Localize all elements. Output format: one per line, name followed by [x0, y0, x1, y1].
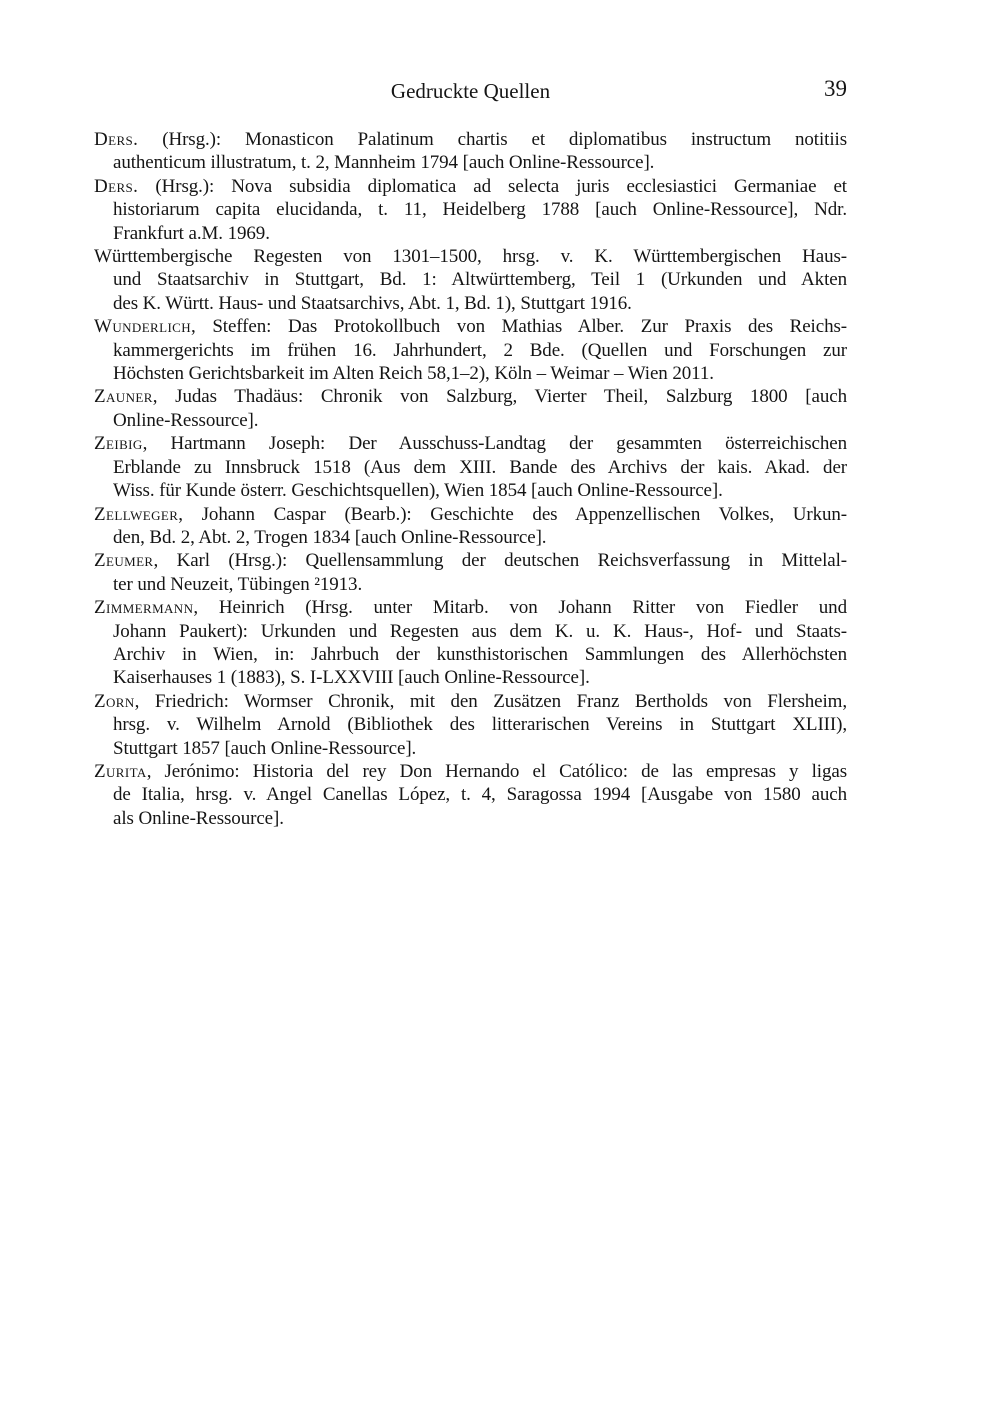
bibliography-entry: [94, 128, 847, 175]
bibliography-entry: [94, 690, 847, 760]
entry-line: [94, 385, 847, 408]
bibliography-entry: [94, 596, 847, 690]
author-name: Wunderlich: [94, 316, 192, 338]
entry-line: als Online-Ressource].: [113, 807, 284, 829]
entry-line: Württembergische Regesten von 1301–1500, hrsg. v. K. Württembergischen Haus-: [94, 246, 847, 268]
entry-line: Höchsten Gerichtsbarkeit im Alten Reich 58,1–2), Köln – Weimar – Wien 2011.: [113, 363, 714, 385]
bibliography-entry: [94, 315, 847, 385]
bibliography-entry: [94, 760, 847, 830]
entry-line-text: , Steffen: Das Protokollbuch von Mathias Alber. Zur Praxis des Reichs-: [191, 316, 847, 338]
entry-line: [94, 503, 847, 526]
author-name: Zauner: [94, 386, 153, 408]
author-name: Zorn: [94, 690, 135, 712]
entry-line: ter und Neuzeit, Tübingen ²1913.: [113, 573, 363, 595]
page-header: [94, 78, 847, 104]
author-name: Ders.: [94, 129, 139, 150]
entry-line: Johann Paukert): Urkunden und Regesten aus dem K. u. K. Haus-, Hof- und Staats-: [113, 620, 847, 642]
entry-line: [94, 760, 847, 783]
entry-line: [94, 432, 847, 455]
entry-line: Online-Ressource].: [113, 409, 259, 431]
author-name: Ders.: [94, 175, 139, 197]
entry-line: Frankfurt a.M. 1969.: [113, 222, 270, 244]
entry-line: Archiv in Wien, in: Jahrbuch der kunsthistorischen Sammlungen des Allerhöchsten: [113, 643, 847, 665]
entry-line: Stuttgart 1857 [auch Online-Ressource].: [113, 737, 417, 759]
bibliography-entry: [94, 503, 847, 550]
entry-line: historiarum capita elucidanda, t. 11, Heidelberg 1788 [auch Online-Ressource], Ndr.: [113, 199, 847, 221]
entry-line: Kaiserhauses 1 (1883), S. I-LXXVIII [auch Online-Ressource].: [113, 667, 590, 689]
entry-line-text: , Friedrich: Wormser Chronik, mit den Zusätzen Franz Bertholds von Flersheim,: [134, 690, 847, 712]
author-name: Zeibig: [94, 433, 143, 455]
bibliography-entry: [94, 549, 847, 596]
entry-line: Erblande zu Innsbruck 1518 (Aus dem XIII. Bande des Archivs der kais. Akad. der: [113, 456, 847, 478]
section-title: Gedruckte Quellen: [390, 79, 551, 103]
entry-line-text: (Hrsg.): Nova subsidia diplomatica ad selecta juris ecclesiastici Germaniae et: [138, 175, 847, 197]
entry-line: und Staatsarchiv in Stuttgart, Bd. 1: Altwürttemberg, Teil 1 (Urkunden und Akten: [113, 269, 847, 291]
entry-line-text: , Hartmann Joseph: Der Ausschuss-Landtag der gesammten österreichischen: [142, 433, 847, 455]
author-name: Zurita: [94, 760, 147, 782]
entry-line: de Italia, hrsg. v. Angel Canellas López, t. 4, Saragossa 1994 [Ausgabe von 1580 auch: [113, 784, 847, 806]
bibliography-list: [94, 128, 847, 830]
bibliography-entry: [94, 385, 847, 432]
entry-line-text: (Hrsg.): Monasticon Palatinum chartis et diplomatibus instructum notitiis: [138, 129, 847, 150]
entry-line: des K. Württ. Haus- und Staatsarchivs, Abt. 1, Bd. 1), Stuttgart 1916.: [113, 292, 632, 314]
entry-line: [94, 596, 847, 619]
entry-line-text: , Johann Caspar (Bearb.): Geschichte des Appenzellischen Volkes, Urkun-: [178, 503, 847, 525]
bibliography-entry: [94, 175, 847, 245]
page-number: 39: [824, 76, 847, 101]
entry-line: Wiss. für Kunde österr. Geschichtsquellen), Wien 1854 [auch Online-Ressource].: [113, 480, 723, 502]
bibliography-entry: [94, 245, 847, 315]
entry-line-text: , Karl (Hrsg.): Quellensammlung der deutschen Reichsverfassung in Mittelal-: [153, 550, 847, 572]
entry-line: den, Bd. 2, Abt. 2, Trogen 1834 [auch Online-Ressource].: [113, 526, 547, 548]
entry-line: kammergerichts im frühen 16. Jahrhundert, 2 Bde. (Quellen und Forschungen zur: [113, 339, 847, 361]
entry-line: [94, 690, 847, 713]
entry-line-text: , Heinrich (Hrsg. unter Mitarb. von Johann Ritter von Fiedler und: [193, 597, 847, 619]
bibliography-entry: [94, 432, 847, 502]
entry-line: [94, 128, 847, 151]
author-name: Zellweger: [94, 503, 179, 525]
entry-line: [94, 175, 847, 198]
entry-line: [94, 315, 847, 338]
entry-line: [94, 549, 847, 572]
text-block: [94, 0, 847, 830]
entry-line: hrsg. v. Wilhelm Arnold (Bibliothek des litterarischen Vereins in Stuttgart XLIII),: [113, 714, 847, 736]
entry-line-text: , Judas Thadäus: Chronik von Salzburg, Vierter Theil, Salzburg 1800 [auch: [152, 386, 847, 408]
entry-line: authenticum illustratum, t. 2, Mannheim 1794 [auch Online-Ressource].: [113, 152, 655, 174]
author-name: Zimmermann: [94, 597, 194, 619]
entry-line-text: , Jerónimo: Historia del rey Don Hernando el Católico: de las empresas y ligas: [146, 760, 847, 782]
author-name: Zeumer: [94, 550, 154, 572]
